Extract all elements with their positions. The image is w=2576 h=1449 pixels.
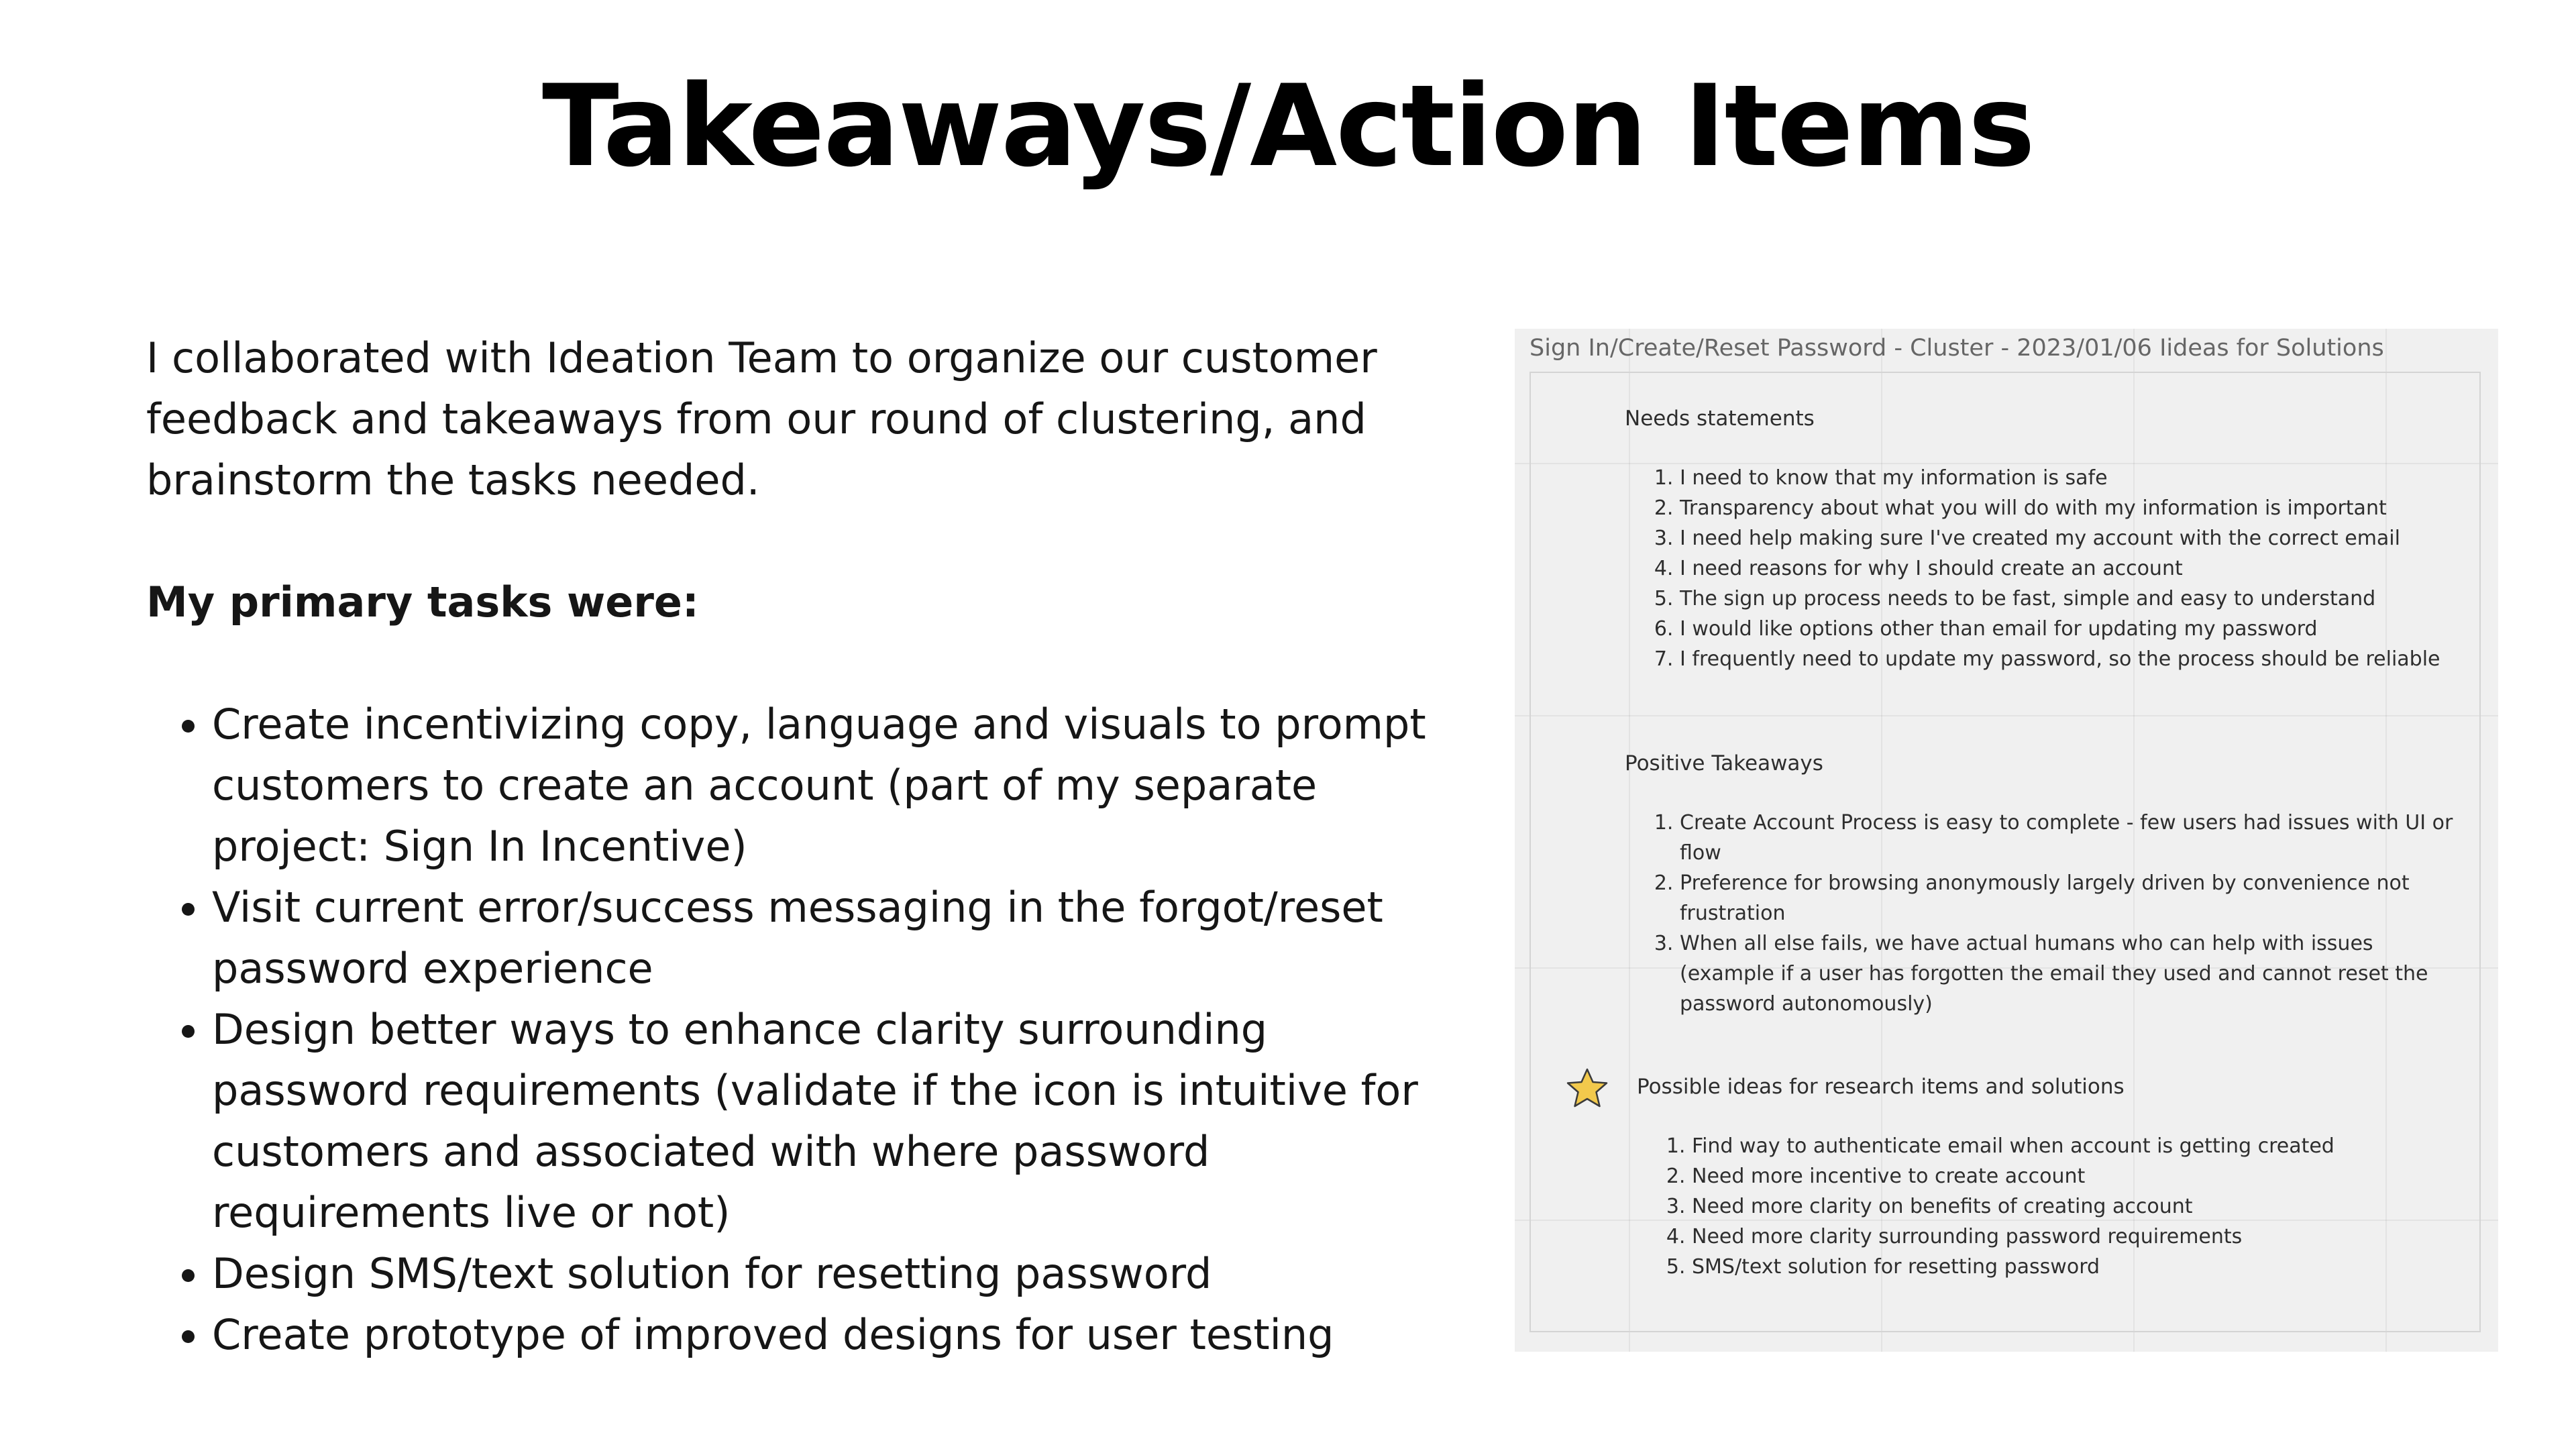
positive-takeaways-title: Positive Takeaways xyxy=(1625,751,1823,775)
idea-item: 5. SMS/text solution for resetting password xyxy=(1692,1252,2463,1282)
star-icon xyxy=(1566,1067,1609,1110)
ideas-title: Possible ideas for research items and solutions xyxy=(1637,1075,2125,1099)
needs-item: 7. I frequently need to update my password, so the process should be reliable xyxy=(1680,644,2465,674)
task-item: • Create prototype of improved designs for user testing xyxy=(212,1304,1448,1365)
needs-item: 5. The sign up process needs to be fast, simple and easy to understand xyxy=(1680,584,2465,614)
slide-title: Takeaways/Action Items xyxy=(542,60,2034,192)
idea-item: 4. Need more clarity surrounding password requirements xyxy=(1692,1222,2463,1252)
task-item: • Design better ways to enhance clarity surrounding password requirements (validate if the icon is intuitive for customers and associated with where password requirements live or not) xyxy=(212,999,1448,1243)
needs-item: 4. I need reasons for why I should create an account xyxy=(1680,553,2465,584)
needs-item: 2. Transparency about what you will do with my information is important xyxy=(1680,493,2465,523)
positive-takeaways-list xyxy=(1649,808,2465,1019)
needs-item: 6. I would like options other than email for updating my password xyxy=(1680,614,2465,644)
tasks-list xyxy=(146,694,1448,1365)
positive-item: 3. When all else fails, we have actual humans who can help with issues (example if a user has forgotten the email they used and cannot reset the password autonomously) xyxy=(1680,928,2465,1019)
idea-item: 1. Find way to authenticate email when account is getting created xyxy=(1692,1131,2463,1161)
board-header: Sign In/Create/Reset Password - Cluster - 2023/01/06 Iideas for Solutions xyxy=(1529,335,2384,362)
positive-item: 1. Create Account Process is easy to complete - few users had issues with UI or flow xyxy=(1680,808,2465,868)
needs-item: 1. I need to know that my information is safe xyxy=(1680,463,2465,493)
task-item: • Create incentivizing copy, language and visuals to prompt customers to create an account (part of my separate project: Sign In Incentive) xyxy=(212,694,1448,877)
needs-item: 3. I need help making sure I've created my account with the correct email xyxy=(1680,523,2465,553)
needs-statements-title: Needs statements xyxy=(1625,407,1815,431)
task-item: • Visit current error/success messaging in the forgot/reset password experience xyxy=(212,877,1448,999)
idea-item: 2. Need more incentive to create account xyxy=(1692,1161,2463,1191)
task-item: • Design SMS/text solution for resetting password xyxy=(212,1243,1448,1304)
needs-statements-list xyxy=(1649,463,2465,674)
idea-item: 3. Need more clarity on benefits of creating account xyxy=(1692,1191,2463,1222)
cluster-board-image xyxy=(1515,329,2498,1352)
star-shape xyxy=(1568,1069,1607,1106)
tasks-subheading: My primary tasks were: xyxy=(146,578,699,627)
positive-item: 2. Preference for browsing anonymously largely driven by convenience not frustration xyxy=(1680,868,2465,928)
left-text-column xyxy=(146,327,1448,1365)
intro-paragraph: I collaborated with Ideation Team to organize our customer feedback and takeaways from our round of clustering, and brainstorm the tasks needed. xyxy=(146,333,1377,504)
ideas-list xyxy=(1661,1131,2463,1282)
